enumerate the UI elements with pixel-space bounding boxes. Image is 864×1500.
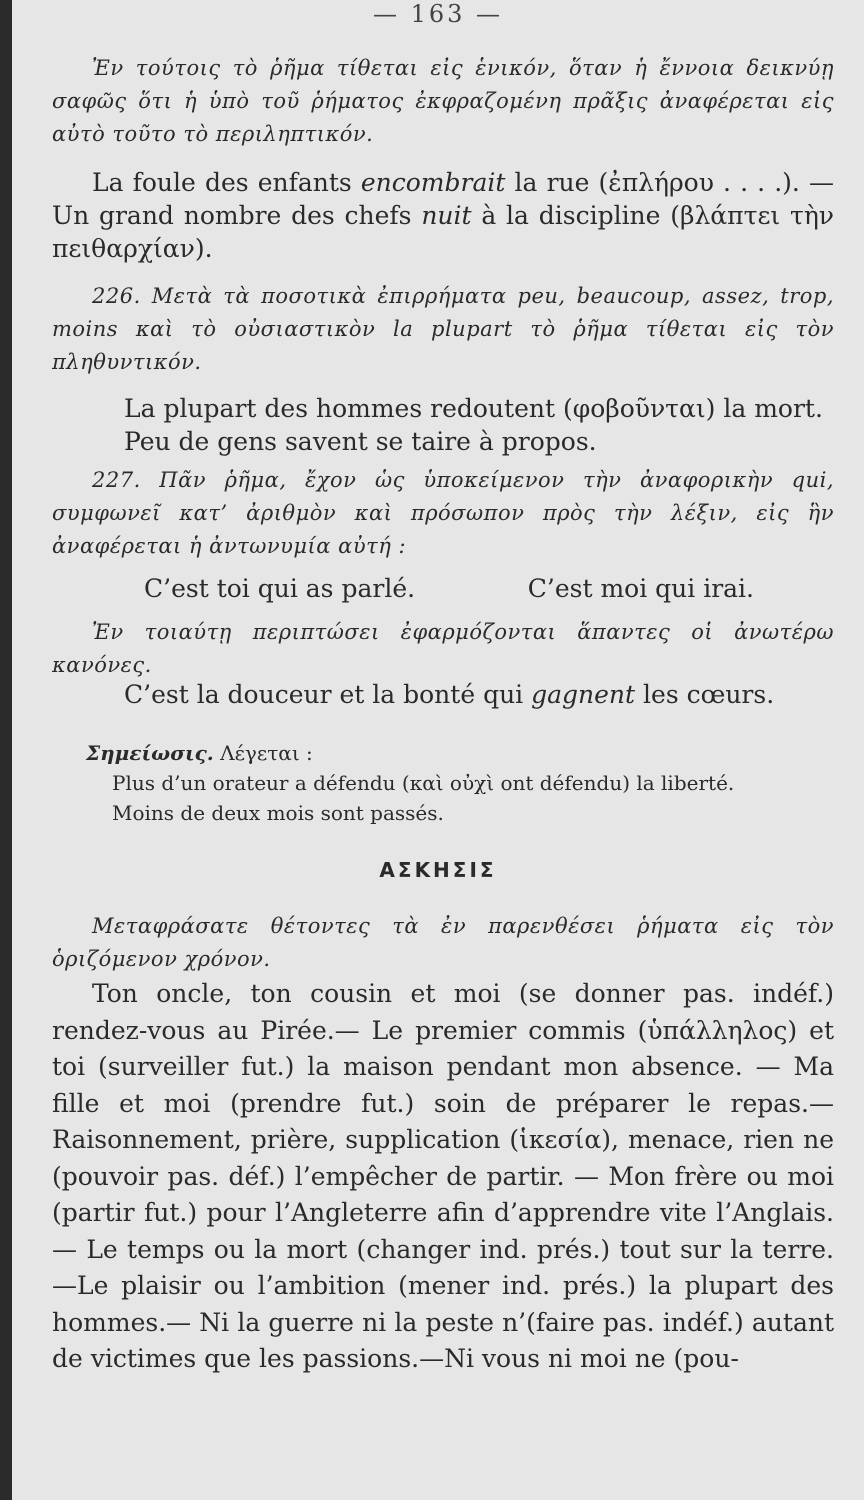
example-227b [52,678,834,711]
example-227b-post: les cœurs. [635,680,775,709]
example-collective [52,166,834,265]
example-226-1: La plupart des hommes redoutent (φοβοῦνται) la mort. [124,394,823,423]
example-227-left: C’est toi qui as parlé. [144,574,416,603]
exercise-intro: Μεταφράσατε θέτοντες τὰ ἐν παρενθέσει ῥήματα εἰς τὸν ὁριζόμενον χρόνον. [52,914,834,971]
page-left-edge [0,0,12,1500]
example-227b-pre: C’est la douceur et la bonté qui [124,680,532,709]
exercise-text: Ton oncle, ton cousin et moi (se donner pas. indéf.) rendez-vous au Pirée.— Le premier commis (ὑπάλληλος) et toi (surveiller fut.) la maison pendant mon absence. — Ma fille et moi (prendre fut.) soin de préparer le repas.—Raisonnement, prière, supplication (ἱκεσία), menace, rien ne (pouvoir pas. déf.) l’empêcher de partir. — Mon frère ou moi (partir fut.) pour l’Angleterre afin d’apprendre vite l’Anglais. — Le temps ou la mort (changer ind. prés.) tout sur la terre. —Le plaisir ou l’ambition (mener ind. prés.) la plupart des hommes.— Ni la guerre ni la peste n’(faire pas. indéf.) autant de victimes que les passions.—Ni vous ni moi ne (pou- [52,979,834,1373]
example-a-verb: encombrait [360,168,506,197]
example-a-text: La foule des enfants [92,168,361,197]
note-line-2: Moins de deux mois sont passés. [112,801,444,825]
note-label: Σημείωσις. [86,741,214,765]
example-226-2: Peu de gens savent se taire à propos. [124,427,597,456]
examples-226 [52,392,834,458]
exercise-heading: ΑΣΚΗΣΙΣ [379,858,497,882]
example-a-rest: la rue (ἐπλήρου . . . .). —Un grand nombre des chefs [52,168,834,230]
example-227b-verb: gagnent [531,680,636,709]
note-block [52,738,834,828]
note-line-1: Plus d’un orateur a défendu (καὶ οὐχὶ ont défendu) la liberté. [112,771,735,795]
page-number: — 163 — [372,0,504,28]
example-b-verb: nuit [421,201,472,230]
paragraph-227b: Ἐν τοιαύτῃ περιπτώσει ἐφαρμόζονται ἅπαντες οἱ ἀνωτέρω κανόνες. [52,620,834,677]
paragraph-227: 227. Πᾶν ῥῆμα, ἔχον ὡς ὑποκείμενον τὴν ἀναφορικὴν qui, συμφωνεῖ κατ’ ἀριθμὸν καὶ πρόσωπον πρὸς τὴν λέξιν, εἰς ἣν ἀναφέρεται ἡ ἀντωνυμία αὐτή : [52,468,834,558]
examples-227 [52,572,834,605]
example-b-rest: à la discipline (βλάπτει τὴν πειθαρχίαν). [52,201,834,263]
note-intro: Λέγεται : [213,741,313,765]
paragraph-226: 226. Μετὰ τὰ ποσοτικὰ ἐπιρρήματα peu, beaucoup, assez, trop, moins καὶ τὸ οὐσιαστικὸν la plupart τὸ ῥῆμα τίθεται εἰς τὸν πληθυντικόν. [52,284,834,374]
paragraph-collective-singular: Ἐν τούτοις τὸ ῥῆμα τίθεται εἰς ἑνικόν, ὅταν ἡ ἔννοια δεικνύῃ σαφῶς ὅτι ἡ ὑπὸ τοῦ ῥήματος ἐκφραζομένη πρᾶξις ἀναφέρεται εἰς αὐτὸ τοῦτο τὸ περιληπτικόν. [52,56,834,146]
book-page [12,0,864,1500]
example-227-right: C’est moi qui irai. [527,574,754,603]
